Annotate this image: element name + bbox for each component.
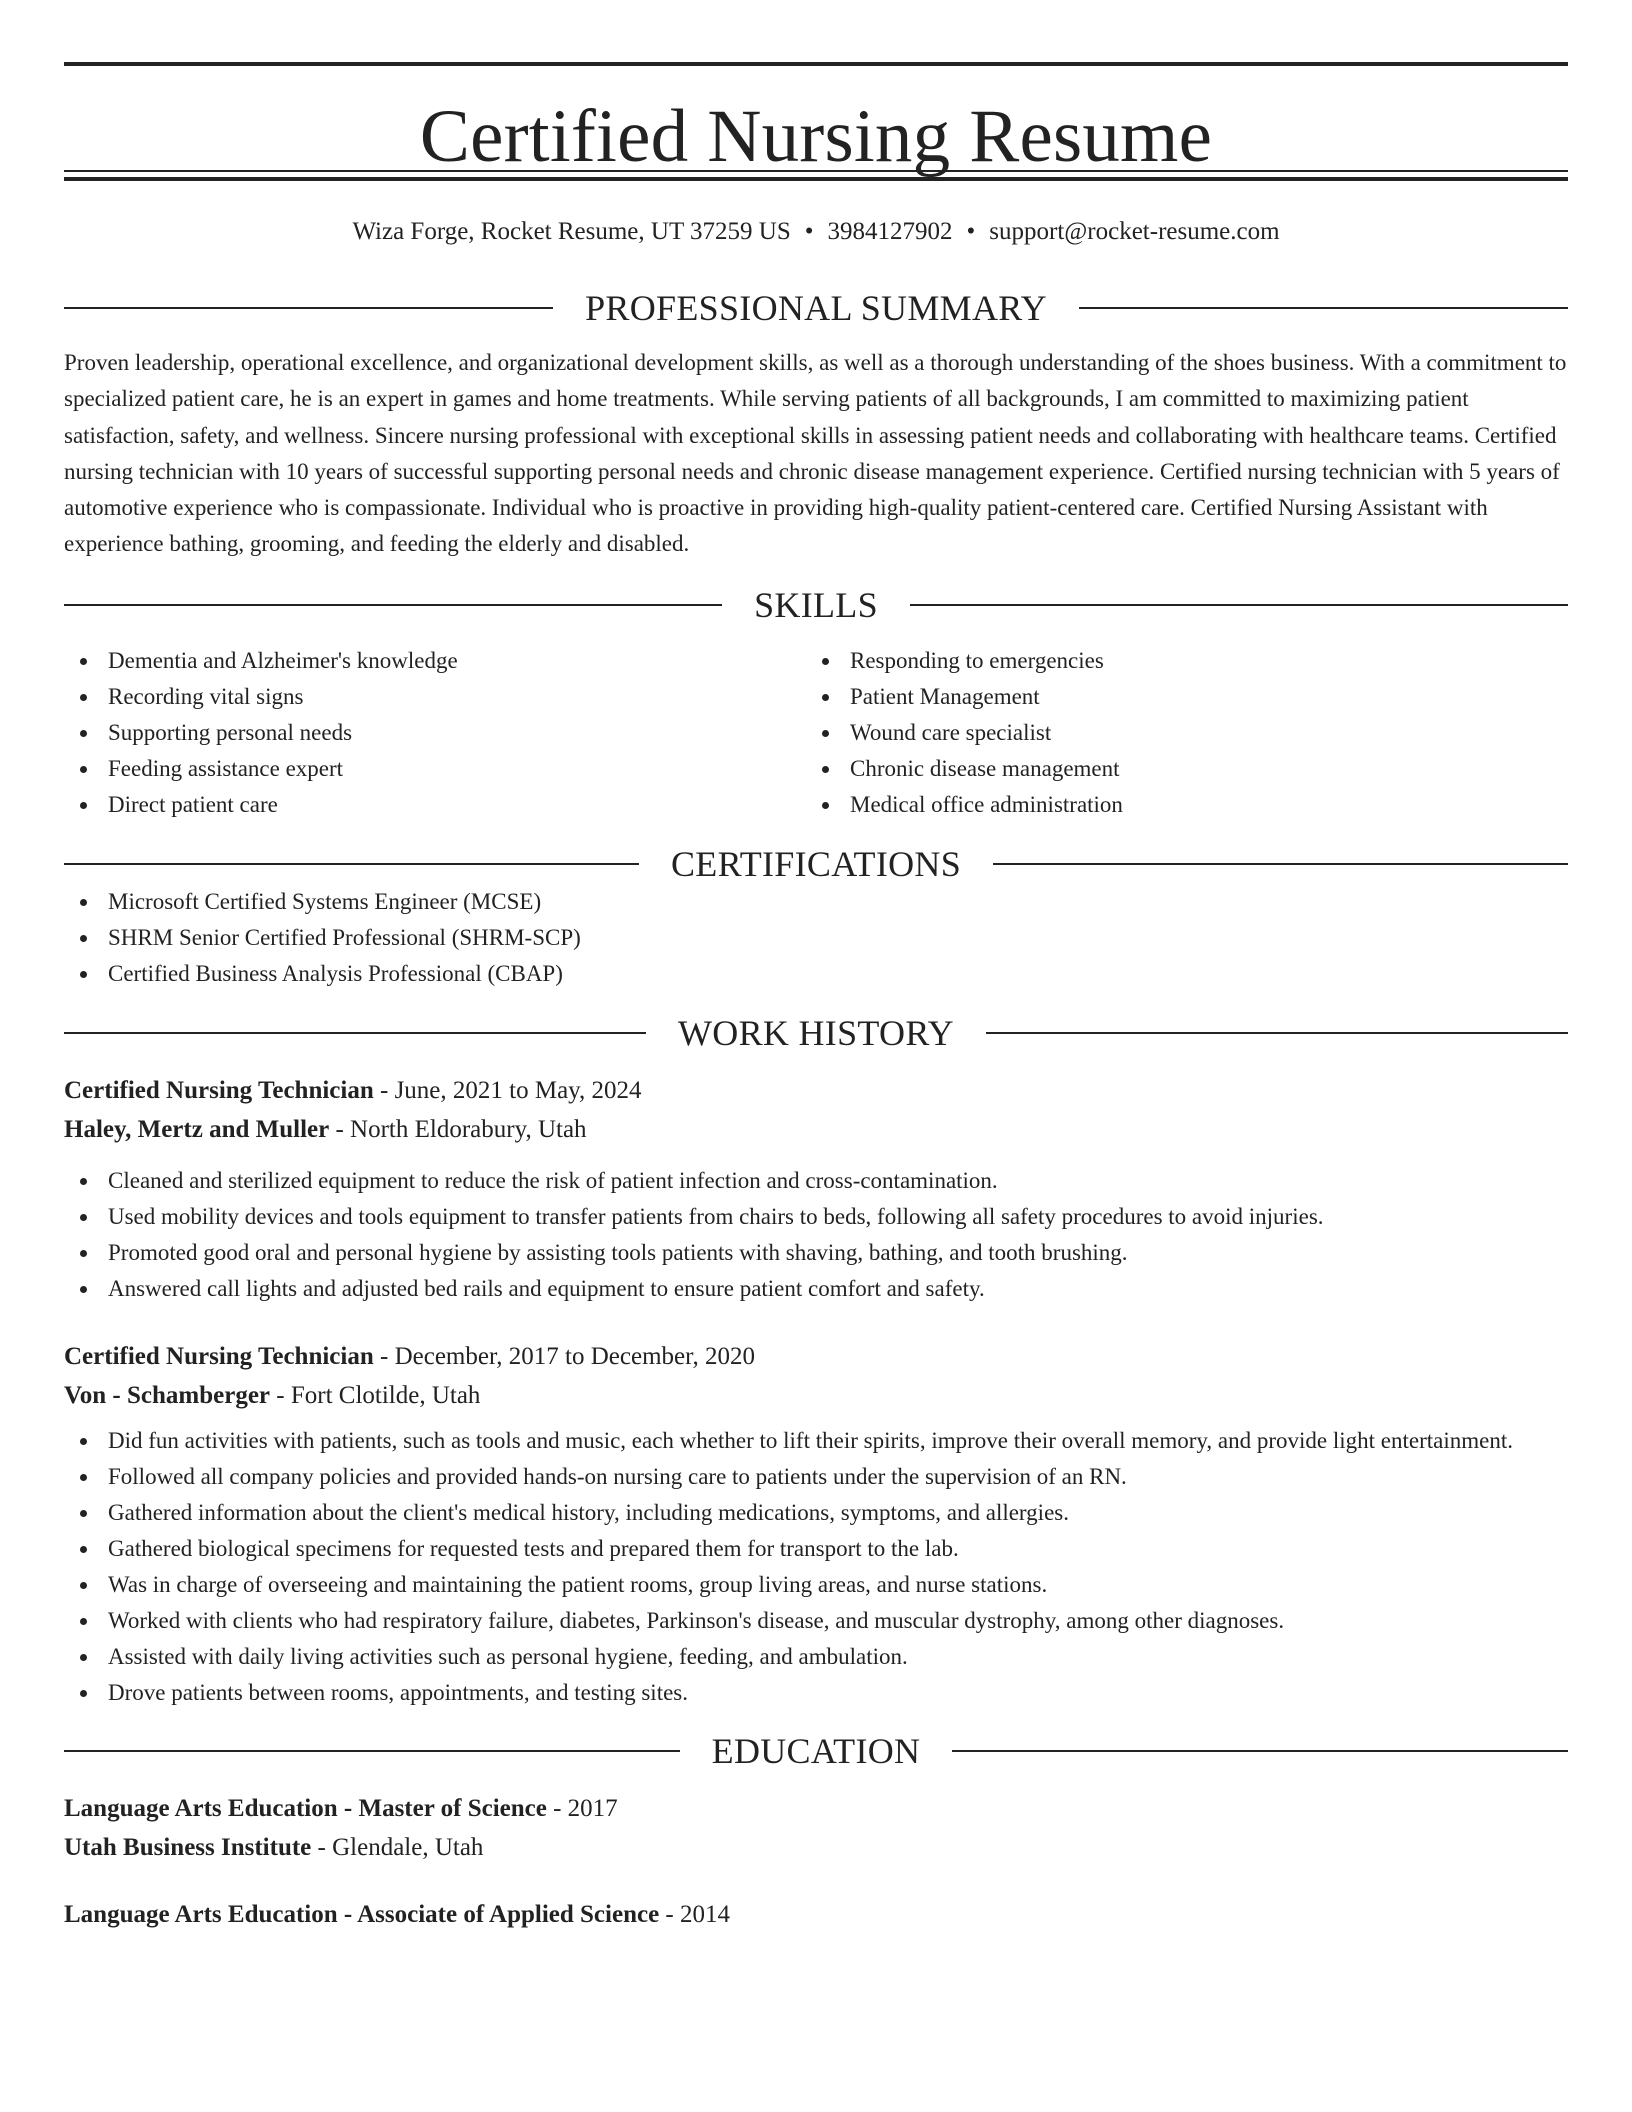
education-entry bbox=[64, 1789, 1568, 1867]
resume-title: Certified Nursing Resume bbox=[419, 95, 1213, 178]
certifications-list bbox=[64, 884, 1568, 992]
contact-separator: • bbox=[804, 218, 814, 245]
skill-item: Medical office administration bbox=[806, 787, 1548, 823]
skill-item: Supporting personal needs bbox=[64, 715, 806, 751]
job-title: Certified Nursing Technician bbox=[64, 1076, 374, 1104]
skills-heading: SKILLS bbox=[754, 584, 878, 625]
job-duties-list bbox=[64, 1163, 1568, 1307]
heading-rule-left bbox=[64, 307, 553, 309]
job-company: Haley, Mertz and Muller bbox=[64, 1115, 330, 1143]
job-entry bbox=[64, 1071, 1568, 1307]
summary-heading: PROFESSIONAL SUMMARY bbox=[585, 288, 1047, 328]
job-duty: Did fun activities with patients, such as tools and music, each whether to lift their spirits, improve their overall memory, and provide light entertainment. bbox=[64, 1423, 1568, 1459]
job-location: - Fort Clotilde, Utah bbox=[270, 1381, 481, 1409]
certification-item: Microsoft Certified Systems Engineer (MCSE) bbox=[64, 884, 1568, 920]
skill-item: Patient Management bbox=[806, 679, 1548, 715]
job-company-line bbox=[64, 1376, 1568, 1415]
job-company-line bbox=[64, 1110, 1568, 1149]
skills-list-left bbox=[64, 643, 806, 823]
job-duty: Promoted good oral and personal hygiene by assisting tools patients with shaving, bathing, and tooth brushing. bbox=[64, 1235, 1568, 1271]
job-duties-list bbox=[64, 1423, 1568, 1711]
skill-item: Feeding assistance expert bbox=[64, 751, 806, 787]
job-duty: Worked with clients who had respiratory failure, diabetes, Parkinson's disease, and muscular dystrophy, among other diagnoses. bbox=[64, 1603, 1568, 1639]
work-history-heading: WORK HISTORY bbox=[678, 1012, 954, 1053]
job-duty: Answered call lights and adjusted bed rails and equipment to ensure patient comfort and safety. bbox=[64, 1271, 1568, 1307]
summary-text: Proven leadership, operational excellence, and organizational development skills, as well as a thorough understanding of the shoes business. With a commitment to specialized patient care, he is an expert in games and home treatments. While serving patients of all backgrounds, I am committed to maximizing patient satisfaction, safety, and wellness. Sincere nursing professional with exceptional skills in assessing patient needs and collaborating with healthcare teams. Certified nursing technician with 10 years of successful supporting personal needs and chronic disease management experience. Certified nursing technician with 5 years of automotive experience who is compassionate. Individual who is proactive in providing high-quality patient-centered care. Certified Nursing Assistant with experience bathing, grooming, and feeding the elderly and disabled. bbox=[64, 350, 1567, 557]
resume-page bbox=[64, 62, 1568, 1934]
skill-item: Wound care specialist bbox=[806, 715, 1548, 751]
heading-rule-right bbox=[1079, 307, 1568, 309]
education-degree-line bbox=[64, 1895, 1568, 1934]
skill-item: Recording vital signs bbox=[64, 679, 806, 715]
skill-item: Dementia and Alzheimer's knowledge bbox=[64, 643, 806, 679]
education-school: Utah Business Institute bbox=[64, 1833, 312, 1861]
skill-item: Chronic disease management bbox=[806, 751, 1548, 787]
education-degree: Language Arts Education - Master of Science bbox=[64, 1794, 547, 1822]
job-entry bbox=[64, 1337, 1568, 1711]
education-degree: Language Arts Education - Associate of Applied Science bbox=[64, 1900, 660, 1928]
job-duty: Gathered information about the client's medical history, including medications, symptoms, and allergies. bbox=[64, 1495, 1568, 1531]
heading-rule-left bbox=[64, 863, 639, 865]
job-company: Von - Schamberger bbox=[64, 1381, 271, 1409]
job-title-line bbox=[64, 1071, 1568, 1110]
section-heading-skills bbox=[64, 585, 1568, 625]
education-year: - 2017 bbox=[546, 1794, 618, 1822]
education-degree-line bbox=[64, 1789, 1568, 1828]
job-title-line bbox=[64, 1337, 1568, 1376]
job-duty: Drove patients between rooms, appointments, and testing sites. bbox=[64, 1675, 1568, 1711]
job-duty: Used mobility devices and tools equipment to transfer patients from chairs to beds, following all safety procedures to avoid injuries. bbox=[64, 1199, 1568, 1235]
skills-columns bbox=[64, 643, 1568, 823]
contact-separator: • bbox=[966, 218, 976, 245]
job-dates: - December, 2017 to December, 2020 bbox=[373, 1342, 755, 1370]
job-duty: Gathered biological specimens for requested tests and prepared them for transport to the lab. bbox=[64, 1531, 1568, 1567]
contact-phone: 3984127902 bbox=[827, 218, 953, 245]
heading-rule-left bbox=[64, 604, 722, 606]
certification-item: Certified Business Analysis Professional (CBAP) bbox=[64, 956, 1568, 992]
certifications-heading: CERTIFICATIONS bbox=[670, 843, 962, 884]
contact-address: Wiza Forge, Rocket Resume, UT 37259 US bbox=[352, 218, 791, 245]
section-heading-education bbox=[64, 1731, 1568, 1771]
education-year: - 2014 bbox=[659, 1900, 730, 1928]
section-heading-certifications bbox=[64, 844, 1568, 884]
job-duty: Cleaned and sterilized equipment to reduce the risk of patient infection and cross-contamination. bbox=[64, 1163, 1568, 1199]
heading-rule-left bbox=[64, 1750, 680, 1752]
heading-rule-right bbox=[910, 604, 1568, 606]
job-duty: Assisted with daily living activities such as personal hygiene, feeding, and ambulation. bbox=[64, 1639, 1568, 1675]
heading-rule-right bbox=[993, 863, 1568, 865]
heading-rule-left bbox=[64, 1032, 646, 1034]
skill-item: Responding to emergencies bbox=[806, 643, 1548, 679]
certification-item: SHRM Senior Certified Professional (SHRM-SCP) bbox=[64, 920, 1568, 956]
job-location: - North Eldorabury, Utah bbox=[329, 1115, 587, 1143]
education-location: - Glendale, Utah bbox=[311, 1833, 484, 1861]
education-entry bbox=[64, 1895, 1568, 1934]
job-duty: Followed all company policies and provided hands-on nursing care to patients under the supervision of an RN. bbox=[64, 1459, 1568, 1495]
heading-rule-right bbox=[986, 1032, 1568, 1034]
skills-list-right bbox=[806, 643, 1548, 823]
education-heading: EDUCATION bbox=[711, 1730, 921, 1771]
skill-item: Direct patient care bbox=[64, 787, 806, 823]
section-heading-work-history bbox=[64, 1013, 1568, 1053]
job-dates: - June, 2021 to May, 2024 bbox=[373, 1076, 642, 1104]
section-heading-summary bbox=[64, 288, 1568, 328]
job-duty: Was in charge of overseeing and maintaining the patient rooms, group living areas, and nurse stations. bbox=[64, 1567, 1568, 1603]
education-school-line bbox=[64, 1828, 1568, 1867]
contact-line bbox=[64, 216, 1568, 248]
contact-email: support@rocket-resume.com bbox=[989, 218, 1280, 245]
heading-rule-right bbox=[952, 1750, 1568, 1752]
job-title: Certified Nursing Technician bbox=[64, 1342, 374, 1370]
